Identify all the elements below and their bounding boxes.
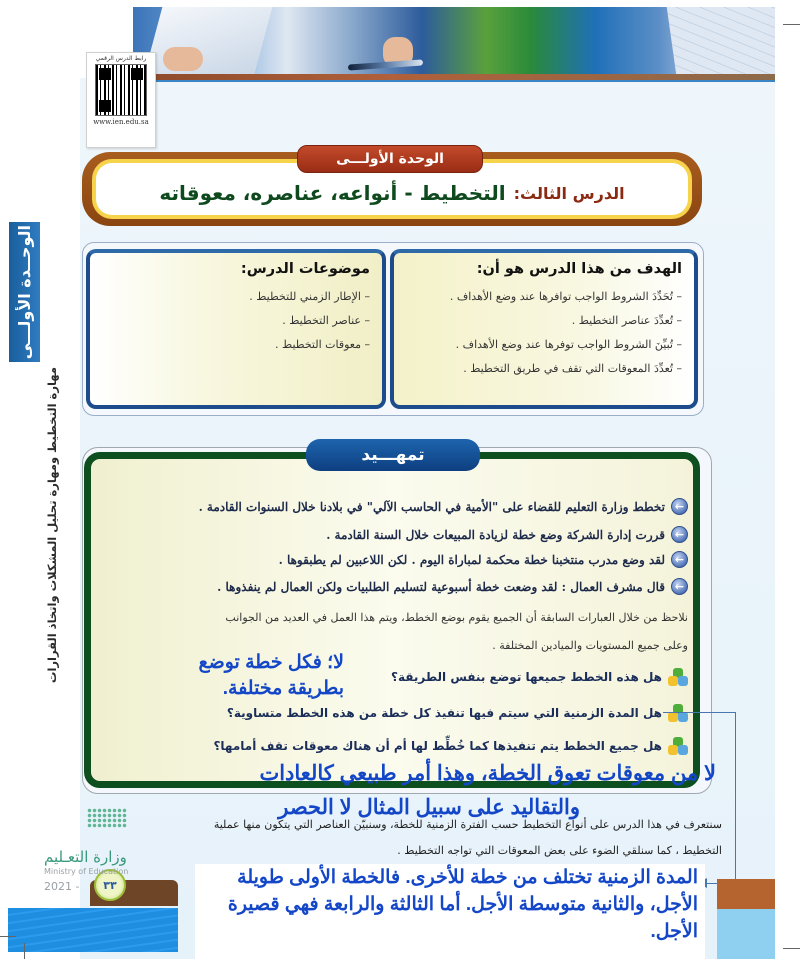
sidebar-subtitle-wrap xyxy=(42,366,62,684)
connector-line xyxy=(663,712,736,713)
sidebar-subtitle: مهارة التخطيط ومهارة تحليل المشكلات واتخاذ القرارات xyxy=(45,366,59,684)
lesson-title: التخطيط - أنواعه، عناصره، معوقاته xyxy=(159,181,506,205)
topic-item: – معوقات التخطيط . xyxy=(275,338,370,351)
topics-box xyxy=(86,249,386,409)
intro-bullet xyxy=(199,498,688,515)
unit-badge xyxy=(297,145,483,173)
closing-line: سنتعرف في هذا الدرس على أنواع التخطيط حسب الفترة الزمنية للخطة، وسنبيّن العناصر التي يتكون منها عملية xyxy=(213,818,722,831)
intro-bullet xyxy=(217,578,688,595)
ministry-name-en: Ministry of Education xyxy=(44,867,129,876)
qr-url[interactable]: www.ien.edu.sa xyxy=(93,118,149,126)
header-banner-image xyxy=(133,7,775,77)
intro-question-text: هل المدة الزمنية التي سيتم فيها تنفيذ كل خطة من هذه الخطط متساوية؟ xyxy=(226,706,662,720)
decorative-block xyxy=(717,879,775,909)
cubes-icon xyxy=(668,704,688,722)
arrow-left-circle-icon: ← xyxy=(671,498,688,515)
arrow-left-circle-icon: ← xyxy=(671,551,688,568)
decorative-block xyxy=(717,909,775,959)
intro-badge-label: تمهـــيد xyxy=(361,445,425,465)
arrow-left-circle-icon: ← xyxy=(671,526,688,543)
topics-heading: موضوعات الدرس: xyxy=(240,261,370,277)
intro-bullet-text: قررت إدارة الشركة وضع خطة لزيادة المبيعات خلال السنة القادمة . xyxy=(326,527,665,542)
intro-bullet xyxy=(326,526,688,543)
intro-question-text: هل جميع الخطط يتم تنفيذها كما خُطِّط لها أم أن هناك معوقات تقف أمامها؟ xyxy=(213,739,662,753)
topic-item: – الإطار الزمني للتخطيط . xyxy=(249,290,370,303)
objectives-heading: الهدف من هذا الدرس هو أن: xyxy=(476,261,682,277)
connector-line xyxy=(735,712,736,884)
ministry-year: 2021 - xyxy=(44,880,80,893)
intro-question xyxy=(227,704,688,722)
intro-bullet-text: تخطط وزارة التعليم للقضاء على "الأمية في الحاسب الآلي" في بلادنا خلال السنوات القادمة . xyxy=(198,499,665,514)
ministry-name-ar: وزارة التعـليم xyxy=(44,848,127,866)
intro-bullet xyxy=(279,551,688,568)
crop-mark xyxy=(783,24,800,25)
intro-note-line: وعلى جميع المستويات والميادين المختلفة . xyxy=(492,639,688,652)
objectives-box xyxy=(390,249,698,409)
crop-mark xyxy=(0,936,16,937)
sidebar-unit-label-wrap xyxy=(9,222,40,362)
objective-item: – تُبيِّنَ الشروط الواجب توفرها عند وضع الأهداف . xyxy=(455,338,682,351)
footer-wave-decoration xyxy=(8,908,178,952)
crop-mark xyxy=(24,943,25,959)
objective-item: – تُحَدِّدَ الشروط الواجب توافرها عند وضع الأهداف . xyxy=(449,290,682,303)
answer-annotation-3-line2: والتقاليد على سبيل المثال لا الحصر xyxy=(278,796,580,819)
lesson-label: الدرس الثالث: xyxy=(513,183,625,203)
objective-item: – تُعدِّدَ المعوقات التي تقف في طريق التخطيط . xyxy=(463,362,682,375)
objective-item: – تُعدِّدَ عناصر التخطيط . xyxy=(571,314,682,327)
qr-code-card[interactable] xyxy=(86,52,156,148)
topic-item: – عناصر التخطيط . xyxy=(282,314,370,327)
qr-code-icon[interactable] xyxy=(95,64,147,116)
page-number-text: ٣٣ xyxy=(103,878,117,892)
unit-badge-label: الوحدة الأولـــى xyxy=(336,151,444,167)
cubes-icon xyxy=(668,668,688,686)
intro-badge xyxy=(306,439,480,471)
sidebar-unit-label: الوحــدة الأولـــى xyxy=(15,224,34,360)
closing-line: التخطيط ، كما سنلقي الضوء على بعض المعوقات التي تواجه التخطيط . xyxy=(397,844,722,857)
arrow-left-circle-icon: ← xyxy=(671,578,688,595)
intro-question-text: هل هذه الخطط جميعها توضع بنفس الطريقة؟ xyxy=(390,670,662,684)
intro-question xyxy=(391,668,688,686)
answer-annotation-1: لا؛ فكل خطة توضع بطريقة مختلفة. xyxy=(198,652,344,699)
crop-mark xyxy=(783,948,800,949)
intro-bullet-text: قال مشرف العمال : لقد وضعت خطة أسبوعية لتسليم الطلبيات ولكن العمال لم ينفذوها . xyxy=(217,579,665,594)
cubes-icon xyxy=(668,737,688,755)
vision-logo-icon xyxy=(87,808,127,828)
intro-bullet-text: لقد وضع مدرب منتخبنا خطة محكمة لمباراة اليوم . لكن اللاعبين لم يطبقوها . xyxy=(278,552,665,567)
qr-caption: رابط الدرس الرقمي xyxy=(95,55,147,62)
banner-line xyxy=(133,80,775,82)
intro-question xyxy=(213,737,688,755)
answer-annotation-2: المدة الزمنية تختلف من خطة للأخرى. فالخطة الأولى طويلة الأجل، والثانية متوسطة الأجل. أما الثالثة والرابعة فهي قصيرة الأجل. xyxy=(227,867,698,942)
answer-annotation-3-line1: لا من معوقات تعوق الخطة، وهذا أمر طبيعي كالعادات xyxy=(259,762,716,785)
intro-note-line: نلاحظ من خلال العبارات السابقة أن الجميع يقوم بوضع الخطط، ويتم هذا العمل في العديد من الجوانب xyxy=(225,611,688,624)
